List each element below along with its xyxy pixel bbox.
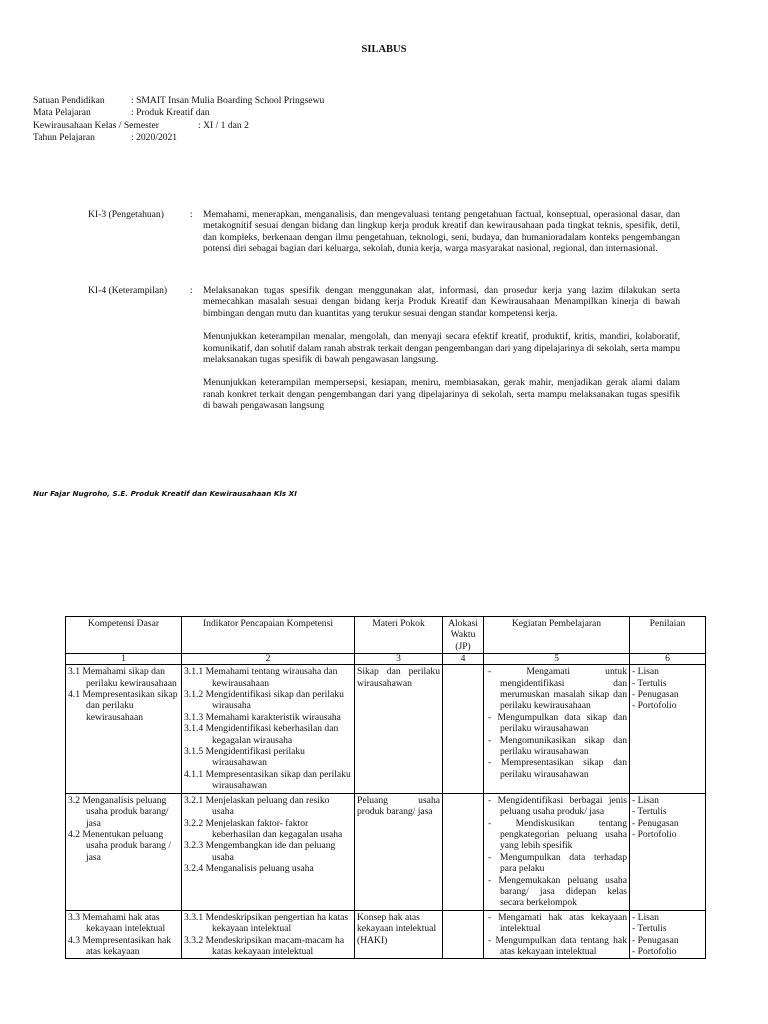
penilaian-text: Penugasan [637,817,679,829]
ipk-item: 3.1.5 Mengidentifikasi perilaku wirausahawan [184,746,305,769]
ipk-item: 3.3.1 Mendeskripsikan pengertian ha katas kekayaan intelektual [184,911,349,935]
kegiatan-item: - Mengumpulkan data terhadap para pelaku [488,851,627,875]
info-key: Tahun Pelajaran [33,132,95,144]
alokasi-cell [443,665,484,793]
ki3-colon: : [190,209,193,220]
identity-block [33,94,324,144]
penilaian-item: - Lisan [632,911,659,923]
ki3-text: Memahami, menerapkan, menganalisis, dan mengevaluasi tentang pengetahuan factual, konseptual, operasional dasar, dan metakognitif sesuai dengan bidang dan lingkup kerja produk kreatif dan kewirausahaan pada tingkat teknis, spesifik, detil, dan kompleks, berkenaan dengan ilmu pengetahuan, teknologi, seni, budaya, dan humanioradalam konteks pengembangan potensi diri sebagai bagian dari keluarga, sekolah, dunia kerja, warga masyarakat nasional, regional, dan internasional. [203,209,680,255]
ki4-paragraph: Menunjukkan keterampilan mempersepsi, kesiapan, meniru, membiasakan, gerak mahir, menjadikan gerak alami dalam ranah konkret terkait dengan pengembangan dari yang dipelajarinya di sekolah, serta mampu melaksanakan tugas spesifik di bawah pengawasan langsung [203,377,680,412]
page-title: SILABUS [361,44,407,55]
kegiatan-item: - Mendiskusikan tentang pengkategorian peluang usaha yang lebih spesifik [488,817,628,852]
kd-item: 4.2 Menentukan peluang usaha produk barang / jasa [68,828,171,863]
kegiatan-text: Mengomunikasikan sikap dan perilaku wirausahawan [499,734,628,758]
kegiatan-item: - Mengamati untuk mengidentifikasi dan merumuskan masalah sikap dan perilaku kewirausahaan [488,666,627,712]
penilaian-text: Lisan [637,794,659,806]
kegiatan-text: Mendiskusikan tentang pengkategorian peluang usaha yang lebih spesifik [500,817,628,852]
penilaian-item: - Tertulis [632,677,667,689]
table-row [66,910,706,959]
table-row [66,793,706,910]
penilaian-item: - Tertulis [632,806,667,818]
penilaian-text: Penugasan [637,934,679,946]
kd-item: 3.1 Memahami sikap dan perilaku kewirausahaan [68,666,177,689]
kegiatan-item: - Mengidentifikasi berbagai jenis peluang usaha produk/ jasa [488,794,627,818]
info-value: : SMAIT Insan Mulia Boarding School Pringsewu [131,94,325,106]
header-alokasi-waktu: Alokasi Waktu (JP) [443,617,484,654]
penilaian-item: - Penugasan [632,934,679,946]
penilaian-cell [630,665,706,793]
penilaian-text: Tertulis [637,923,667,935]
penilaian-item: - Portofolio [632,828,677,840]
kegiatan-item: - Mengumpulkan data tentang hak atas kekayaan intelektual [488,934,627,957]
penilaian-item: - Tertulis [632,923,667,935]
header-penilaian: Penilaian [630,617,706,654]
materi-cell: Sikap dan perilaku wirausahawan [355,665,443,793]
kegiatan-text: Mengamati untuk mengidentifikasi dan merumuskan masalah sikap dan perilaku kewirausahaan [500,666,627,712]
column-number-row [66,654,706,665]
kd-item: 3.3 Memahami hak atas kekayaan intelektual [68,911,166,935]
kegiatan-text: Mengumpulkan data tentang hak atas kekayaan intelektual [495,934,627,957]
info-row [33,107,324,120]
ipk-item: 3.2.3 Mengembangkan ide dan peluang usaha [184,840,336,863]
ipk-item: 4.1.1 Mempresentasikan sikap dan perilaku wirausahawan [184,768,351,792]
kegiatan-item: - Mengamati hak atas kekayaan intelektual [488,911,628,935]
penilaian-text: Tertulis [637,677,667,689]
info-row [33,94,324,107]
kd-item: 4.3 Mempresentasikan hak atas kekayaan [68,934,172,957]
kd-cell [66,793,182,910]
info-key: Satuan Pendidikan [33,94,105,106]
kegiatan-text: Mempresentasikan sikap dan perilaku wirausahawan [500,757,627,780]
info-key: Mata Pelajaran [33,107,91,119]
kegiatan-cell [484,793,630,910]
ipk-item: 3.1.1 Memahami tentang wirausaha dan kewirausahaan [184,666,338,689]
info-value: : 2020/2021 [131,132,178,144]
ipk-item: 3.1.4 Mengidentifikasi keberhasilan dan kegagalan wirausaha [184,723,339,746]
penilaian-text: Lisan [637,911,659,923]
kegiatan-cell [484,665,630,793]
info-value: : XI / 1 dan 2 [198,119,249,131]
ki4-text [203,285,680,424]
ipk-item: 3.1.3 Memahami karakteristik wirausaha [184,711,341,723]
ki3-label: KI-3 (Pengetahuan) [88,209,164,220]
alokasi-cell [443,793,484,910]
kegiatan-text: Mengidentifikasi berbagai jenis peluang usaha produk/ jasa [497,794,627,818]
kegiatan-item: - Mengomunikasikan sikap dan perilaku wirausahawan [488,734,628,758]
column-number: 5 [484,654,630,665]
ki4-label: KI-4 (Keterampilan) [88,285,168,296]
penilaian-text: Portofolio [637,945,677,957]
syllabus-table [65,616,706,959]
penilaian-item: - Portofolio [632,700,677,712]
penilaian-text: Tertulis [637,806,667,818]
penilaian-text: Portofolio [637,828,677,840]
info-row [33,119,324,132]
penilaian-item: - Lisan [632,794,659,806]
ki4-colon: : [190,285,193,296]
ipk-item: 3.3.2 Mendeskripsikan macam-macam ha katas kekayaan intelektual [184,934,345,957]
kd-item: 4.1 Mempresentasikan sikap dan perilaku kewirausahaan [68,689,178,723]
penilaian-text: Lisan [637,666,659,678]
materi-cell: Konsep hak atas kekayaan intelektual (HAKI) [355,910,443,959]
penilaian-text: Portofolio [637,700,677,712]
column-number: 2 [182,654,355,665]
penilaian-item: - Penugasan [632,689,679,701]
column-number: 3 [355,654,443,665]
header-kompetensi-dasar: Kompetensi Dasar [66,617,182,654]
kegiatan-item: - Mengumpulkan data sikap dan perilaku wirausahawan [488,711,627,735]
kd-item: 3.2 Menganalisis peluang usaha produk barang/ jasa [68,794,169,829]
kegiatan-text: Mengumpulkan data sikap dan perilaku wirausahawan [497,711,627,735]
penilaian-item: - Lisan [632,666,659,678]
kegiatan-text: Mengamati hak atas kekayaan intelektual [497,911,628,935]
penilaian-item: - Penugasan [632,817,679,829]
ipk-cell [182,910,355,959]
kd-cell [66,665,182,793]
header-indikator: Indikator Pencapaian Kompetensi [182,617,355,654]
author-line: Nur Fajar Nugroho, S.E. Produk Kreatif dan Kewirausahaan Kls XI [33,489,297,498]
column-number: 1 [66,654,182,665]
alokasi-cell [443,910,484,959]
kegiatan-item: - Mempresentasikan sikap dan perilaku wirausahawan [488,757,627,780]
penilaian-text: Penugasan [637,689,679,701]
info-row [33,132,324,145]
ipk-item: 3.1.2 Mengidentifikasi sikap dan perilaku wirausaha [184,689,344,712]
materi-cell: Peluang usaha produk barang/ jasa [355,793,443,910]
column-number: 4 [443,654,484,665]
kegiatan-text: Mengumpulkan data terhadap para pelaku [499,851,627,875]
ki4-paragraph: Menunjukkan keterampilan menalar, mengolah, dan menyaji secara efektif kreatif, produktif, kritis, mandiri, kolaboratif, komunikatif, dan solutif dalam ranah abstrak terkait dengan pengembangan dari yang dipelajarinya di sekolah, serta mampu melaksanakan tugas spesifik di bawah pengawasan langsung. [203,331,680,366]
table-header-row [66,617,706,654]
info-value: : Produk Kreatif dan [131,107,210,119]
kegiatan-item: - Mengemukakan peluang usaha barang/ jasa didepan kelas secara berkelompok [488,874,627,909]
ipk-cell [182,665,355,793]
penilaian-item: - Portofolio [632,945,677,957]
ipk-item: 3.2.1 Menjelaskan peluang dan resiko usaha [184,794,330,818]
table-row [66,665,706,793]
ipk-item: 3.2.4 Menganalisis peluang usaha [184,863,314,875]
column-number: 6 [630,654,706,665]
ipk-item: 3.2.2 Menjelaskan faktor- faktor keberhasilan dan kegagalan usaha [184,817,343,840]
ipk-cell [182,793,355,910]
kegiatan-text: Mengemukakan peluang usaha barang/ jasa didepan kelas secara berkelompok [498,874,627,909]
header-kegiatan: Kegiatan Pembelajaran [484,617,630,654]
penilaian-cell [630,910,706,959]
penilaian-cell [630,793,706,910]
kegiatan-cell [484,910,630,959]
header-materi-pokok: Materi Pokok [355,617,443,654]
ki4-paragraph: Melaksanakan tugas spesifik dengan menggunakan alat, informasi, dan prosedur kerja yang lazim dilakukan serta memecahkan masalah sesuai dengan bidang kerja Produk Kreatif dan Kewirausahaan Menampilkan kinerja di bawah bimbingan dengan mutu dan kuantitas yang terukur sesuai dengan standar kompetensi kerja. [203,285,680,319]
info-key: Kewirausahaan Kelas / Semester [33,119,160,131]
kd-cell [66,910,182,959]
